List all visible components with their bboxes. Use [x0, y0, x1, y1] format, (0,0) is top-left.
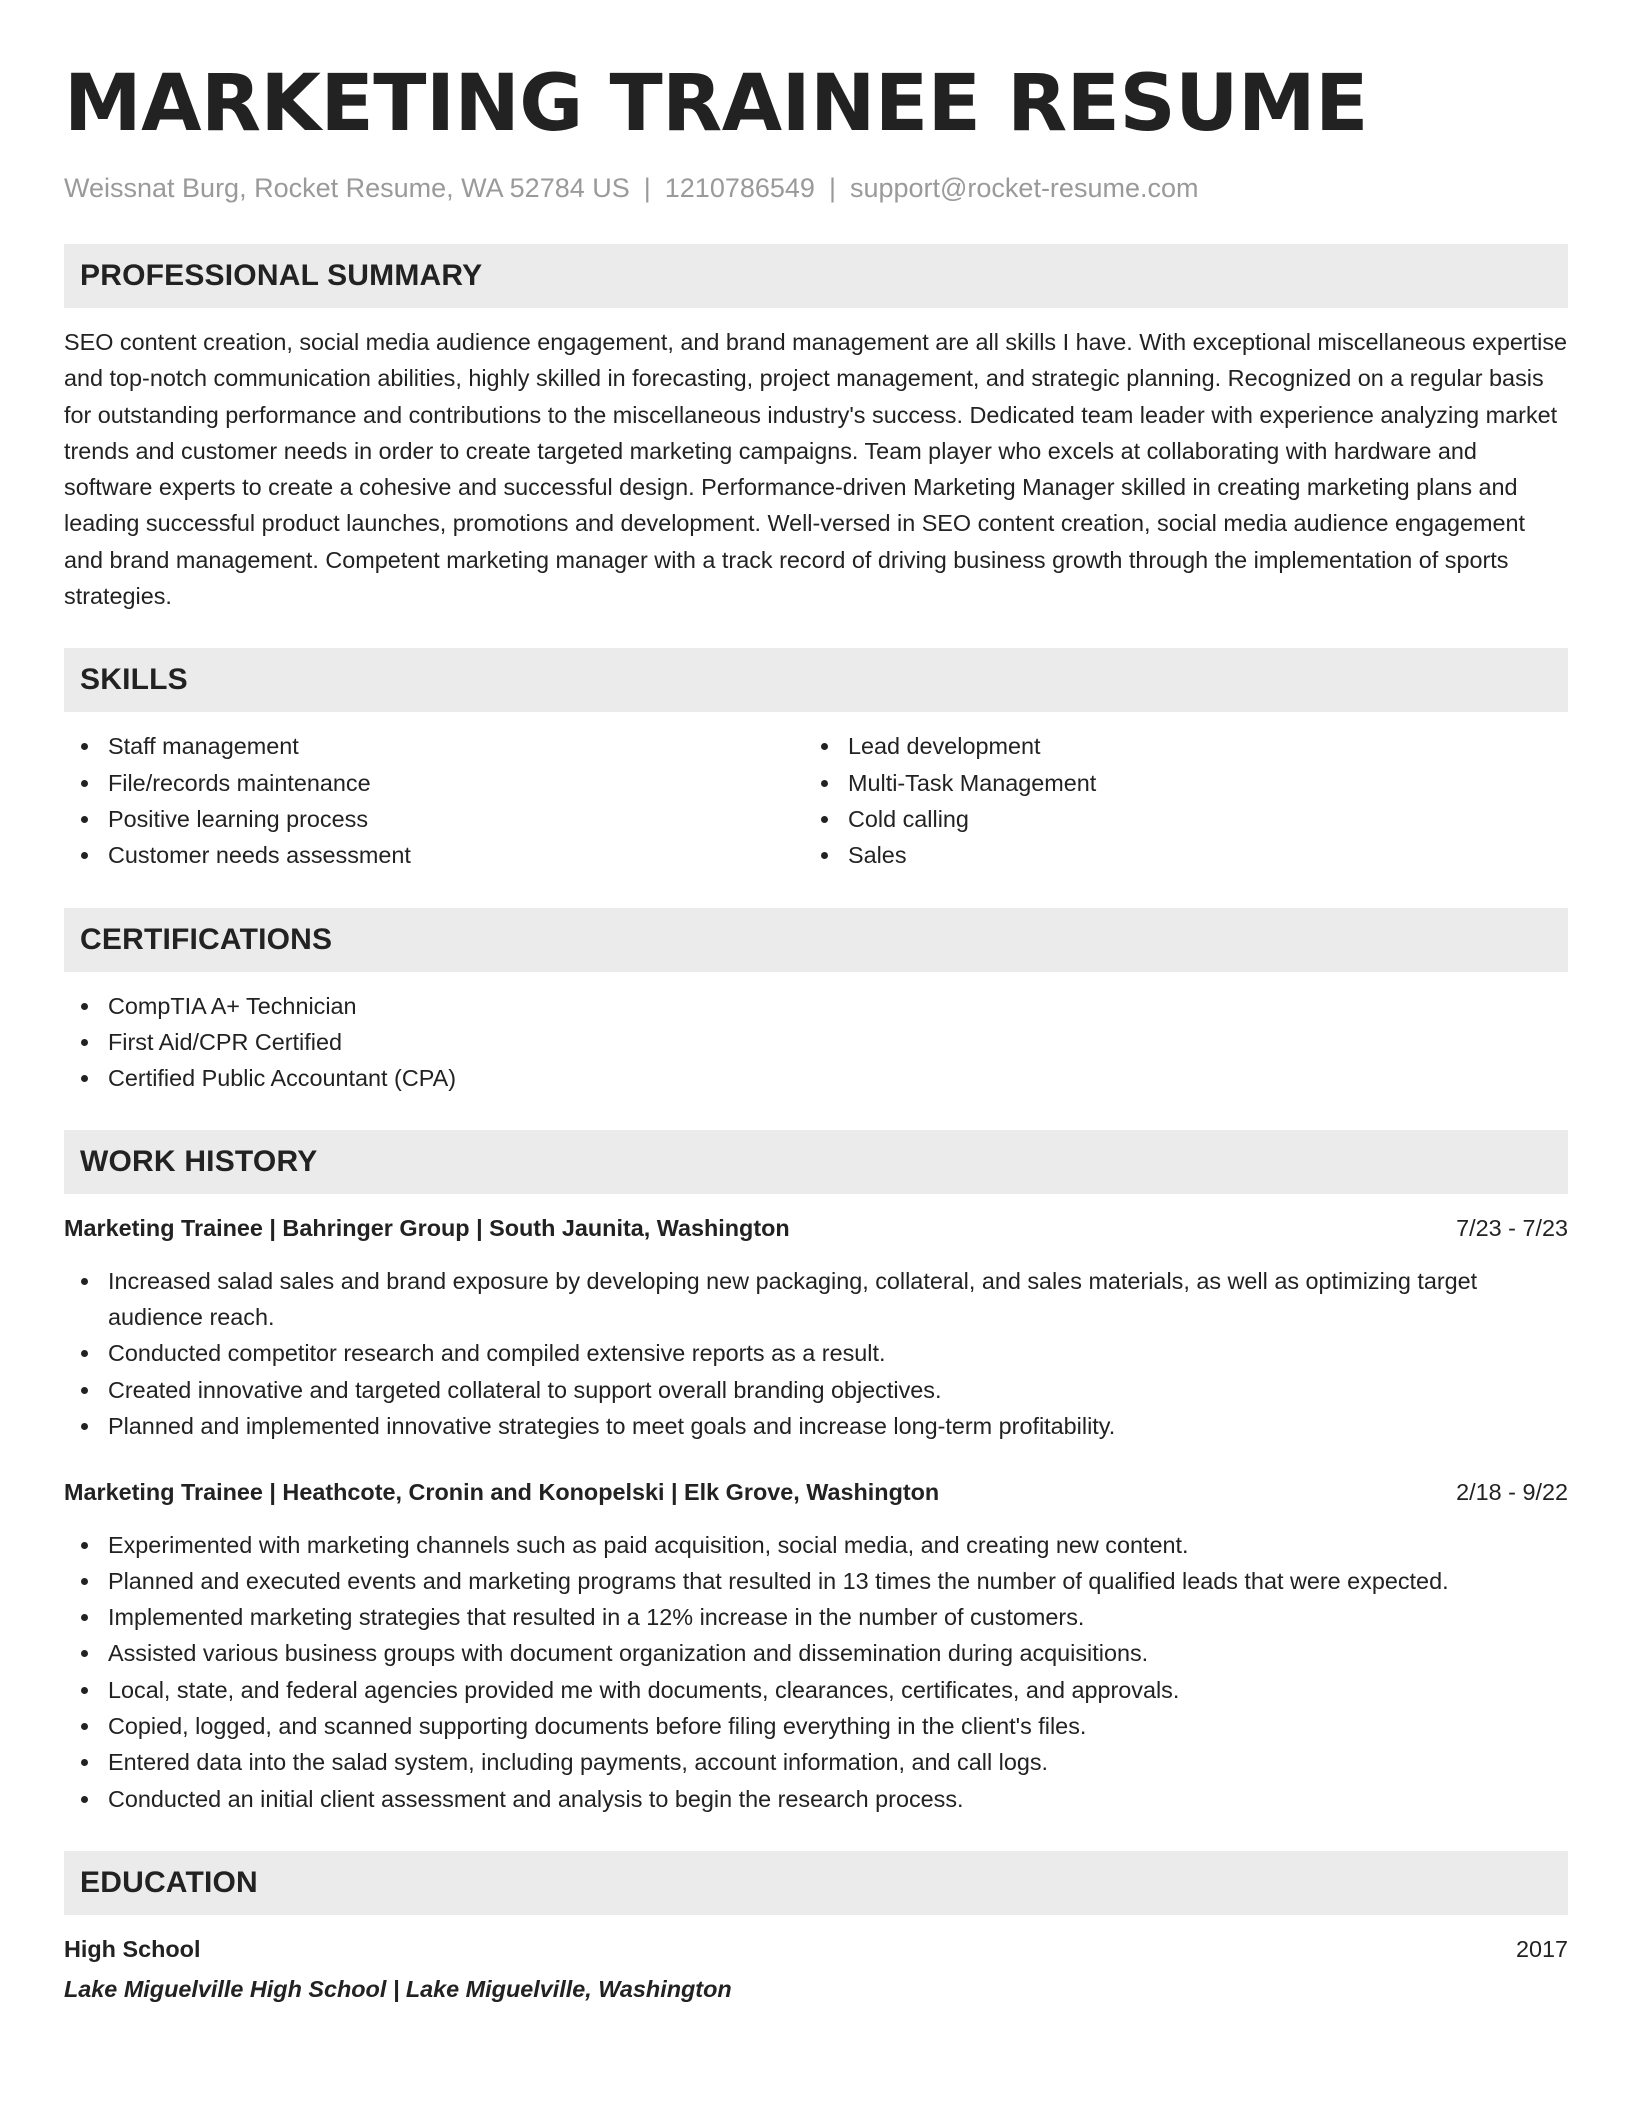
skill-item: File/records maintenance: [64, 765, 804, 801]
job-bullet: Assisted various business groups with document organization and dissemination during acquisitions.: [64, 1635, 1568, 1671]
job-bullet: Experimented with marketing channels such as paid acquisition, social media, and creating new content.: [64, 1527, 1568, 1563]
contact-line: [64, 170, 1568, 206]
summary-text: SEO content creation, social media audience engagement, and brand management are all skills I have. With exceptional miscellaneous expertise and top-notch communication abilities, highly skilled in forecasting, project management, and strategic planning. Recognized on a regular basis for outstanding performance and contributions to the miscellaneous industry's success. Dedicated team leader with experience analyzing market trends and customer needs in order to create targeted marketing campaigns. Team player who excels at collaborating with hardware and software experts to create a cohesive and successful design. Performance-driven Marketing Manager skilled in creating marketing plans and leading successful product launches, promotions and development. Well-versed in SEO content creation, social media audience engagement and brand management. Competent marketing manager with a track record of driving business growth through the implementation of sports strategies.: [64, 329, 1568, 610]
job-bullet: Conducted competitor research and compiled extensive reports as a result.: [64, 1335, 1568, 1371]
job-bullet: Conducted an initial client assessment and analysis to begin the research process.: [64, 1781, 1568, 1817]
skills-column-right: [804, 728, 1544, 873]
job-heading-row: [64, 1210, 1568, 1246]
skill-item: Positive learning process: [64, 801, 804, 837]
skill-item: Cold calling: [804, 801, 1544, 837]
job-bullet: Planned and implemented innovative strategies to meet goals and increase long-term profitability.: [64, 1408, 1568, 1444]
job-entry: [64, 1474, 1568, 1817]
job-entry: [64, 1210, 1568, 1444]
contact-phone: 1210786549: [664, 173, 815, 203]
resume-title: MARKETING TRAINEE RESUME: [64, 59, 1368, 149]
education-degree: High School: [64, 1935, 201, 1962]
section-header-certifications: CERTIFICATIONS: [64, 908, 1568, 972]
job-bullets: [64, 1263, 1568, 1444]
skill-item: Customer needs assessment: [64, 837, 804, 873]
job-dates: 2/18 - 9/22: [1456, 1479, 1568, 1506]
certification-item: CompTIA A+ Technician: [64, 988, 1568, 1024]
section-header-summary: PROFESSIONAL SUMMARY: [64, 244, 1568, 308]
education-entry: [64, 1931, 1568, 2008]
job-bullet: Local, state, and federal agencies provided me with documents, clearances, certificates, and approvals.: [64, 1672, 1568, 1708]
contact-separator: |: [828, 173, 836, 203]
job-bullet: Created innovative and targeted collateral to support overall branding objectives.: [64, 1372, 1568, 1408]
skill-item: Multi-Task Management: [804, 765, 1544, 801]
certifications-list: [64, 988, 1568, 1097]
job-bullet: Planned and executed events and marketing programs that resulted in 13 times the number of qualified leads that were expected.: [64, 1563, 1568, 1599]
job-bullet: Increased salad sales and brand exposure by developing new packaging, collateral, and sales materials, as well as optimizing target audience reach.: [64, 1263, 1568, 1336]
section-header-skills: SKILLS: [64, 648, 1568, 712]
job-bullet: Copied, logged, and scanned supporting documents before filing everything in the client's files.: [64, 1708, 1568, 1744]
section-header-work-history: WORK HISTORY: [64, 1130, 1568, 1194]
skills-list: [64, 728, 1568, 873]
job-bullet: Implemented marketing strategies that resulted in a 12% increase in the number of customers.: [64, 1599, 1568, 1635]
contact-separator: |: [643, 173, 651, 203]
skill-item: Staff management: [64, 728, 804, 764]
job-heading: Marketing Trainee | Bahringer Group | South Jaunita, Washington: [64, 1215, 790, 1242]
section-header-education: EDUCATION: [64, 1851, 1568, 1915]
contact-address: Weissnat Burg, Rocket Resume, WA 52784 US: [64, 173, 630, 203]
contact-email: support@rocket-resume.com: [849, 173, 1199, 203]
job-bullets: [64, 1527, 1568, 1817]
certification-item: Certified Public Accountant (CPA): [64, 1060, 1568, 1096]
job-heading: Marketing Trainee | Heathcote, Cronin and Konopelski | Elk Grove, Washington: [64, 1479, 940, 1506]
skill-item: Lead development: [804, 728, 1544, 764]
skill-item: Sales: [804, 837, 1544, 873]
certification-item: First Aid/CPR Certified: [64, 1024, 1568, 1060]
education-heading-row: [64, 1931, 1568, 1967]
job-heading-row: [64, 1474, 1568, 1510]
job-dates: 7/23 - 7/23: [1456, 1215, 1568, 1242]
job-bullet: Entered data into the salad system, including payments, account information, and call logs.: [64, 1744, 1568, 1780]
education-school: Lake Miguelville High School | Lake Miguelville, Washington: [64, 1976, 732, 2003]
skills-column-left: [64, 728, 804, 873]
education-year: 2017: [1515, 1935, 1568, 1962]
